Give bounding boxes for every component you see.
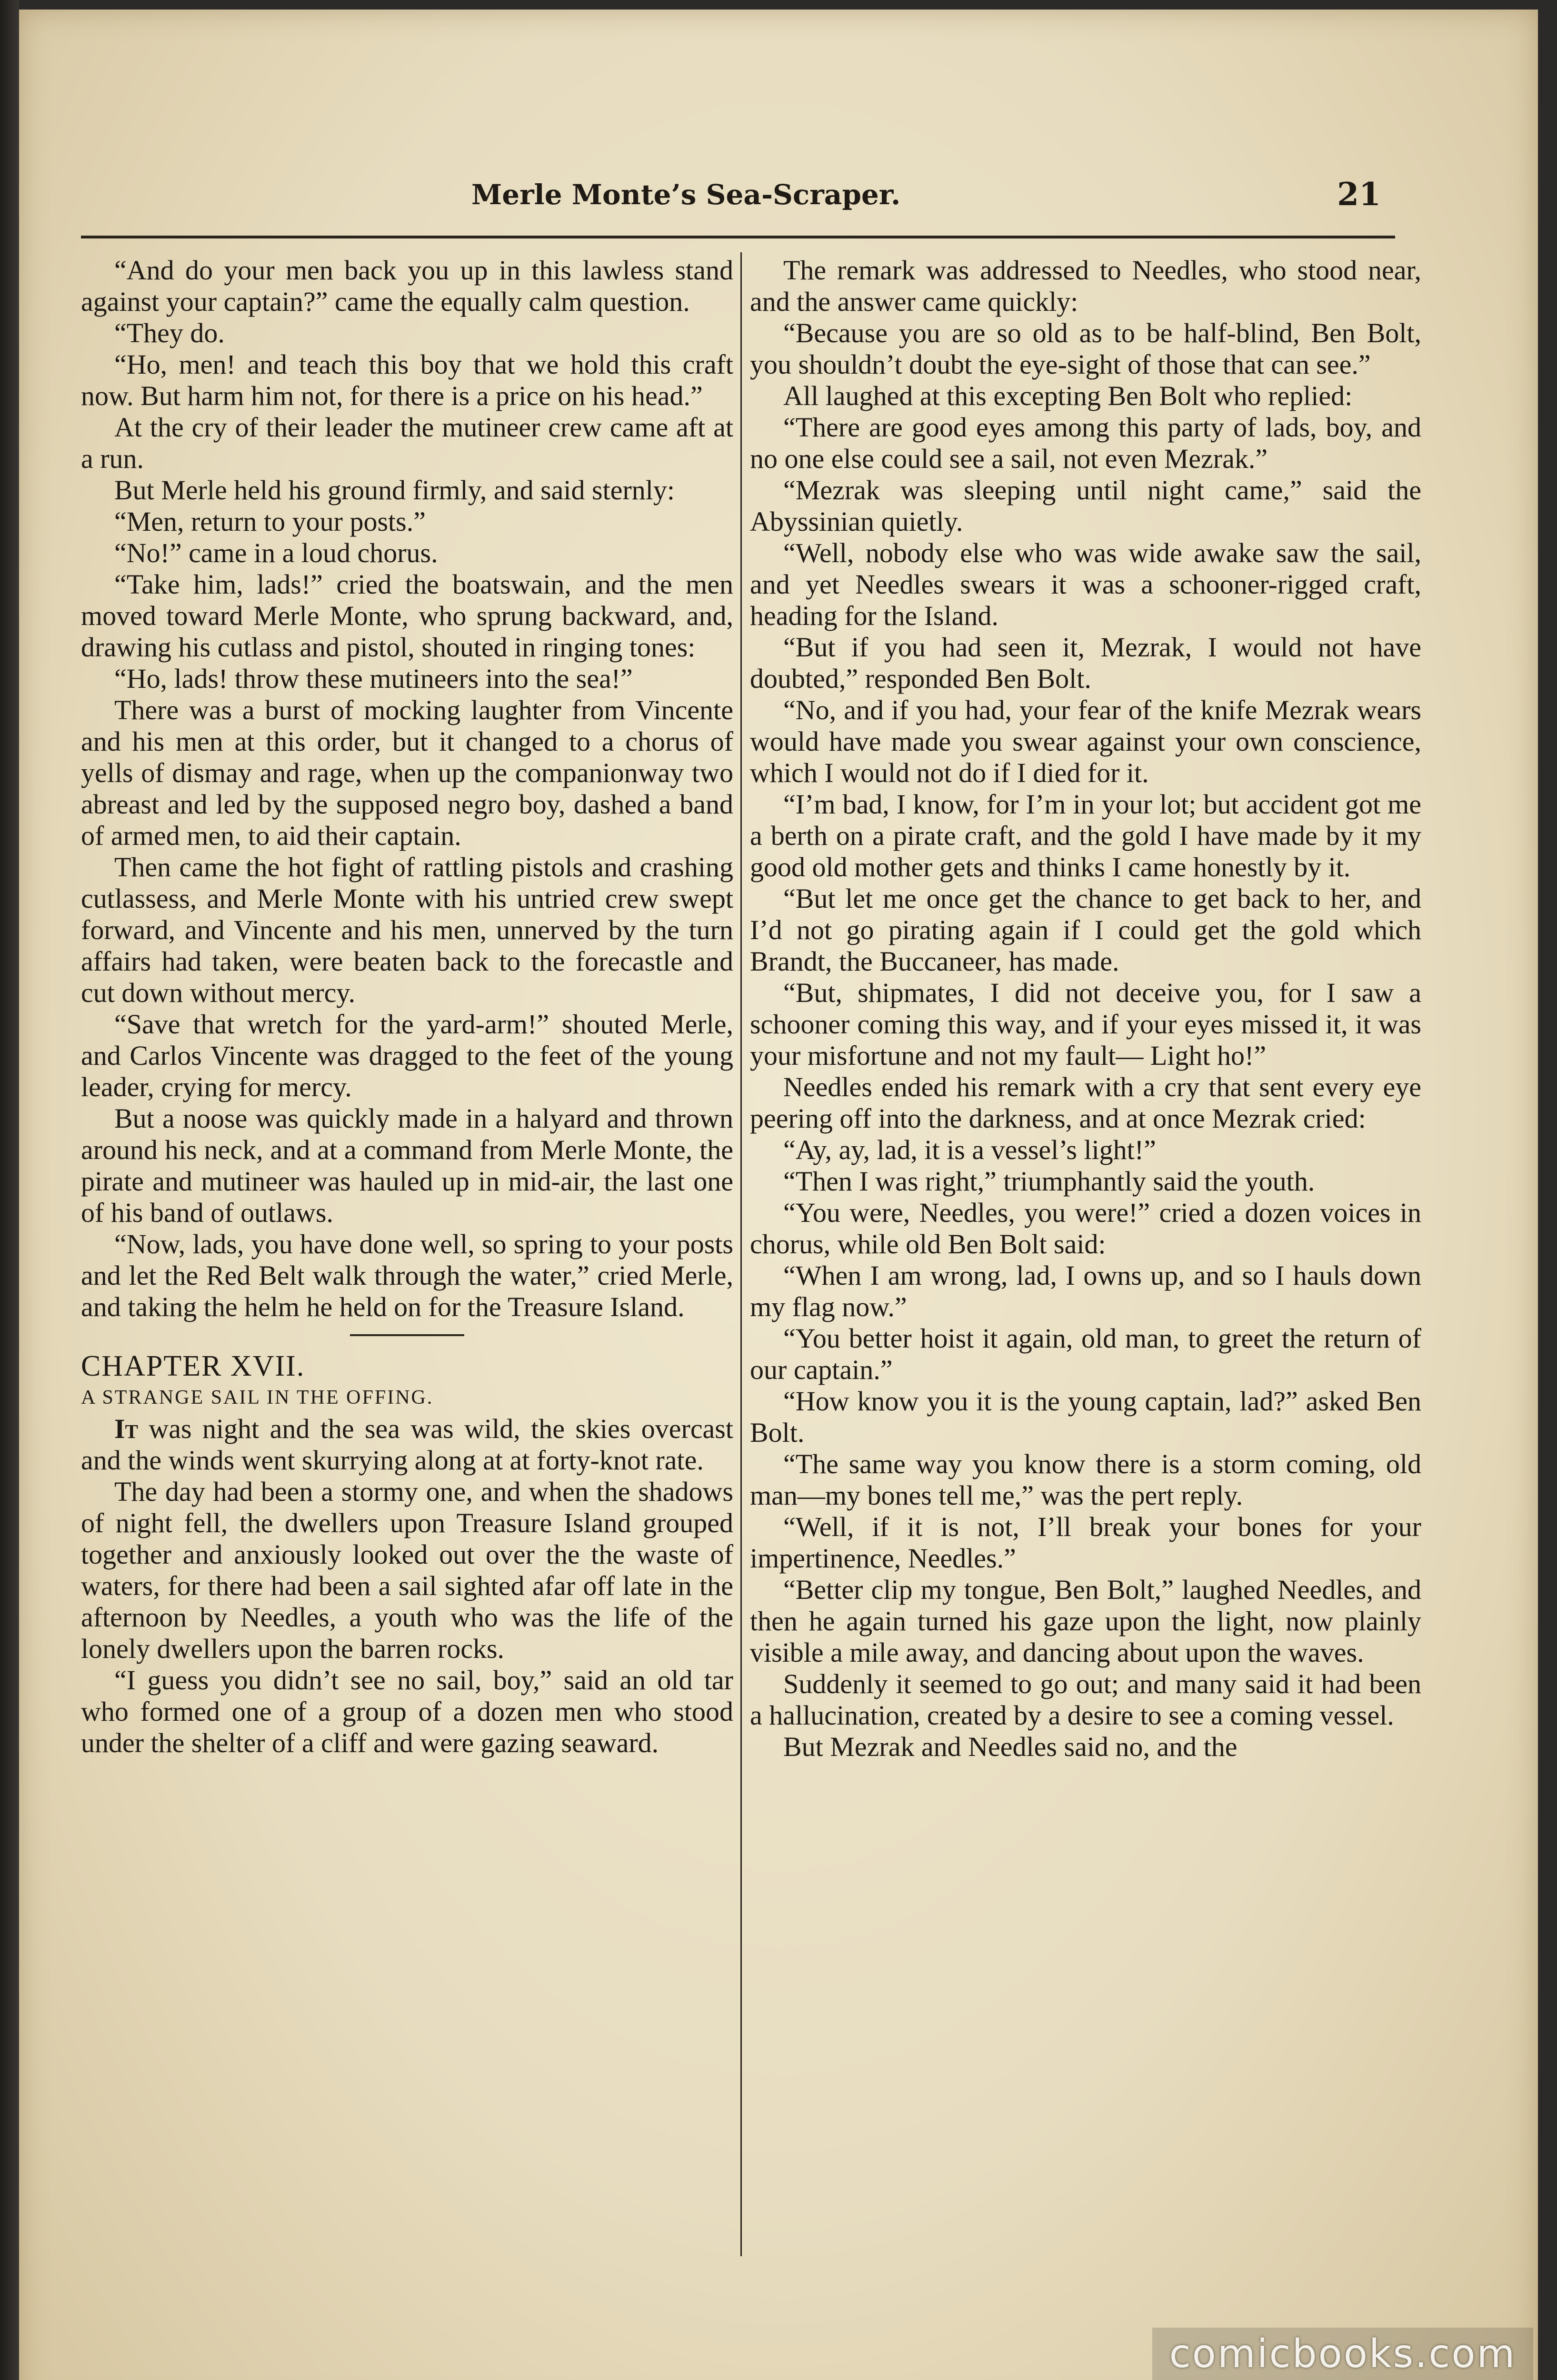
paragraph: “Mezrak was sleeping until night came,” said the Abyssinian quietly. — [750, 475, 1421, 537]
paragraph: “No!” came in a loud chorus. — [114, 537, 438, 568]
header-rule — [81, 236, 1395, 238]
chapter-divider — [350, 1334, 464, 1336]
column-rule — [740, 252, 742, 2256]
paragraph: “You better hoist it again, old man, to greet the return of our captain.” — [750, 1323, 1421, 1385]
paragraph: At the cry of their leader the mutineer crew came aft at a run. — [81, 412, 733, 474]
chapter-first-paragraph-text: was night and the sea was wild, the skies overcast and the winds went skurrying along at at forty-knot rate. — [81, 1413, 733, 1476]
paragraph: The remark was addressed to Needles, who stood near, and the answer came quickly: — [750, 255, 1421, 317]
paragraph: “Ho, lads! throw these mutineers into the sea!” — [114, 663, 633, 694]
paragraph: “They do. — [114, 317, 225, 348]
right-column — [750, 255, 1421, 1763]
paragraph: “But let me once get the chance to get back to her, and I’d not go pirating again if I could get the gold which Brandt, the Buccaneer, has made. — [750, 883, 1421, 977]
paragraph: Then came the hot fight of rattling pistols and crashing cutlassess, and Merle Monte with his untried crew swept forward, and Vincente and his men, unnerved by the turn affairs had taken, were beaten back to the forecastle and cut down without mercy. — [81, 852, 733, 1008]
left-paragraphs-before-chapter — [81, 255, 733, 1323]
paragraph: “Because you are so old as to be half-blind, Ben Bolt, you shouldn’t doubt the eye-sight of those that can see.” — [750, 317, 1421, 380]
paragraph: “How know you it is the young captain, lad?” asked Ben Bolt. — [750, 1386, 1421, 1448]
paragraph: All laughed at this excepting Ben Bolt who replied: — [783, 380, 1353, 411]
watermark: comicbooks.com — [1152, 2328, 1533, 2380]
paragraph: “The same way you know there is a storm coming, old man—my bones tell me,” was the pert reply. — [750, 1448, 1421, 1511]
paragraph: But Mezrak and Needles said no, and the — [783, 1731, 1238, 1762]
paragraph: But Merle held his ground firmly, and said sternly: — [114, 475, 675, 506]
right-paragraphs — [750, 255, 1421, 1763]
paragraph: “I guess you didn’t see no sail, boy,” said an old tar who formed one of a group of a dozen men who stood under the shelter of a cliff and were gazing seaward. — [81, 1665, 733, 1758]
paragraph: Needles ended his remark with a cry that sent every eye peering off into the darkness, and at once Mezrak cried: — [750, 1071, 1421, 1134]
chapter-subtitle: A STRANGE SAIL IN THE OFFING. — [81, 1387, 434, 1408]
left-paragraphs-after-chapter — [81, 1476, 733, 1759]
paragraph: “There are good eyes among this party of lads, boy, and no one else could see a sail, not even Mezrak.” — [750, 412, 1421, 474]
paragraph: There was a burst of mocking laughter from Vincente and his men at this order, but it changed to a chorus of yells of dismay and rage, when up the companionway two abreast and led by the supposed negro boy, dashed a band of armed men, to aid their captain. — [81, 694, 733, 851]
paragraph: “But if you had seen it, Mezrak, I would not have doubted,” responded Ben Bolt. — [750, 632, 1421, 694]
paragraph: “I’m bad, I know, for I’m in your lot; but accident got me a berth on a pirate craft, and the gold I have made by it my good old mother gets and thinks I came honestly by it. — [750, 789, 1421, 883]
book-page — [19, 10, 1538, 2380]
paragraph: “But, shipmates, I did not deceive you, for I saw a schooner coming this way, and if your eyes missed it, it was your misfortune and not my fault— Light ho!” — [750, 977, 1421, 1071]
paragraph: “Then I was right,” triumphantly said the youth. — [783, 1166, 1315, 1197]
paragraph: “Save that wretch for the yard-arm!” shouted Merle, and Carlos Vincente was dragged to the feet of the young leader, crying for mercy. — [81, 1009, 733, 1102]
paragraph: The day had been a stormy one, and when the shadows of night fell, the dwellers upon Treasure Island grouped together and anxiously looked out over the the waste of waters, for there had been a sail sighted afar off late in the afternoon by Needles, a youth who was the life of the lonely dwellers upon the barren rocks. — [81, 1476, 733, 1664]
left-column — [81, 255, 733, 1759]
chapter-first-word: It — [114, 1413, 138, 1444]
paragraph: “Better clip my tongue, Ben Bolt,” laughed Needles, and then he again turned his gaze upon the light, now plainly visible a mile away, and dancing about upon the waves. — [750, 1574, 1421, 1668]
paragraph: “Take him, lads!” cried the boatswain, and the men moved toward Merle Monte, who sprung backward, and, drawing his cutlass and pistol, shouted in ringing tones: — [81, 569, 733, 663]
paragraph: “Men, return to your posts.” — [114, 506, 426, 537]
paragraph: “No, and if you had, your fear of the knife Mezrak wears would have made you swear against your own conscience, which I would not do if I died for it. — [750, 694, 1421, 788]
chapter-opening-paragraph — [81, 1413, 733, 1476]
paragraph: “Now, lads, you have done well, so spring to your posts and let the Red Belt walk through the water,” cried Merle, and taking the helm he held on for the Treasure Island. — [81, 1229, 733, 1322]
paragraph: “When I am wrong, lad, I owns up, and so I hauls down my flag now.” — [750, 1260, 1421, 1322]
paragraph: “And do your men back you up in this lawless stand against your captain?” came the equally calm question. — [81, 255, 733, 317]
paragraph: “Ay, ay, lad, it is a vessel’s light!” — [783, 1134, 1156, 1165]
chapter-title: CHAPTER XVII. — [81, 1350, 305, 1382]
paragraph: “Ho, men! and teach this boy that we hold this craft now. But harm him not, for there is a price on his head.” — [81, 349, 733, 411]
paragraph: But a noose was quickly made in a halyard and thrown around his neck, and at a command from Merle Monte, the pirate and mutineer was hauled up in mid-air, the last one of his band of outlaws. — [81, 1103, 733, 1228]
page-header — [81, 178, 1381, 221]
page-number: 21 — [1337, 176, 1381, 213]
binding-edge — [0, 0, 19, 2380]
paragraph: “Well, if it is not, I’ll break your bones for your impertinence, Needles.” — [750, 1511, 1421, 1574]
paragraph: “You were, Needles, you were!” cried a dozen voices in chorus, while old Ben Bolt said: — [750, 1197, 1421, 1259]
paragraph: Suddenly it seemed to go out; and many said it had been a hallucination, created by a desire to see a coming vessel. — [750, 1668, 1421, 1731]
paragraph: “Well, nobody else who was wide awake saw the sail, and yet Needles swears it was a schooner-rigged craft, heading for the Island. — [750, 537, 1421, 631]
running-title: Merle Monte’s Sea-Scraper. — [471, 178, 901, 211]
